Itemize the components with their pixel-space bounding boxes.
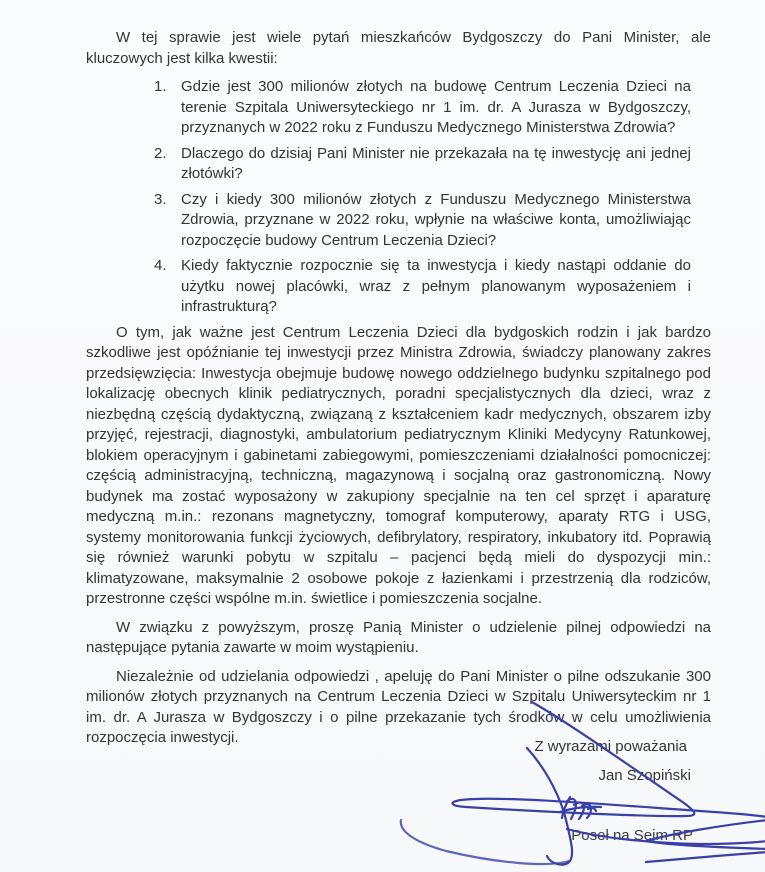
question-text: Czy i kiedy 300 milionów złotych z Funduszu Medycznego Ministerstwa Zdrowia, przyznane w 2022 roku, wpłynie na właściwe konta, umożliwiając rozpoczęcie budowy Centrum Leczenia Dzieci? (181, 190, 691, 249)
question-item-2 (154, 144, 711, 185)
paragraph-appeal: Niezależnie od udzielania odpowiedzi , apeluję do Pani Minister o pilne odszukanie 300 milionów złotych przyznanych na Centrum Leczenia Dzieci w Szpitalu Uniwersyteckim nr 1 im. dr. A Jurasza w Bydgoszczy i o pilne przekazanie tych środków w celu umożliwienia rozpoczęcia inwestycji. (86, 667, 711, 746)
question-item-1 (154, 77, 711, 139)
question-list (86, 77, 711, 318)
question-number: 2. (154, 144, 167, 162)
signature-stroke-vertical (527, 748, 572, 865)
question-text: Dlaczego do dzisiaj Pani Minister nie przekazała na tę inwestycję ani jednej złotówki? (181, 144, 691, 182)
paragraph-project-scope: O tym, jak ważne jest Centrum Leczenia Dzieci dla bydgoskich rodzin i jak bardzo szkodliwe jest opóźnianie tej inwestycji przez Ministra Zdrowia, świadczy planowany zakres przedsięwzięcia: Inwestycja obejmuje budowę nowego oddzielnego budynku szpitalnego pod lokalizację obecnych klinik pediatrycznych, poradni specjalistycznych dla dzieci, wraz z niezbędną częścią dydaktyczną, związaną z kształceniem kadr medycznych, obszarem izby przyjęć, rejestracji, diagnostyki, ambulatorium pediatrycznym Kliniki Medycyny Ratunkowej, blokiem operacyjnym i gabinetami zabiegowymi, pomieszczeniami działalności pomocniczej: częścią administracyjną, techniczną, magazynową i socjalną oraz gastronomiczną. Nowy budynek ma zostać wyposażony w zakupiony specjalnie na ten cel sprzęt i aparaturę medyczną m.in.: rezonans magnetyczny, tomograf komputerowy, aparaty RTG i USG, systemy monitorowania funkcji życiowych, defibrylatory, respiratory, inkubatory itd. Poprawią się również warunki pobytu w szpitalu – pacjenci będą mieli do dyspozycji min.: klimatyzowane, maksymalnie 2 osobowe pokoje z łazienkami i przestrzenią dla rodziców, przestronne części wspólne m.in. świetlice i pomieszczenia socjalne. (86, 323, 711, 607)
question-item-3 (154, 190, 711, 252)
closing-salutation: Z wyrazami poważania (534, 738, 687, 755)
question-item-4 (154, 256, 711, 318)
signature-stroke-initials-scribble (560, 797, 601, 819)
question-number: 1. (154, 78, 167, 95)
letter-intro-paragraph: W tej sprawie jest wiele pytań mieszkańców Bydgoszczy do Pani Minister, ale kluczowych jest kilka kwestii: (86, 29, 711, 67)
paragraph-request: W związku z powyższym, proszę Panią Minister o udzielenie pilnej odpowiedzi na następujące pytania zawarte w moim wystąpieniu. (86, 618, 711, 656)
question-text: Gdzie jest 300 milionów złotych na budowę Centrum Leczenia Dzieci na terenie Szpitala Uniwersyteckiego nr 1 im. dr. A Jurasza w Bydgoszczy, przyznanych w 2022 roku z Funduszu Medycznego Ministerstwa Zdrowia? (181, 78, 691, 136)
question-number: 3. (154, 190, 167, 208)
question-text: Kiedy faktycznie rozpocznie się ta inwestycja i kiedy nastąpi oddanie do użytku nowej placówki, wraz z pełnym planowanym wyposażeniem i infrastrukturą? (181, 257, 691, 315)
sender-title: Poseł na Sejm RP (571, 827, 693, 844)
signature-stroke-bottom-sweep (401, 820, 569, 864)
question-number: 4. (154, 257, 167, 274)
sender-name: Jan Szopiński (598, 767, 691, 784)
